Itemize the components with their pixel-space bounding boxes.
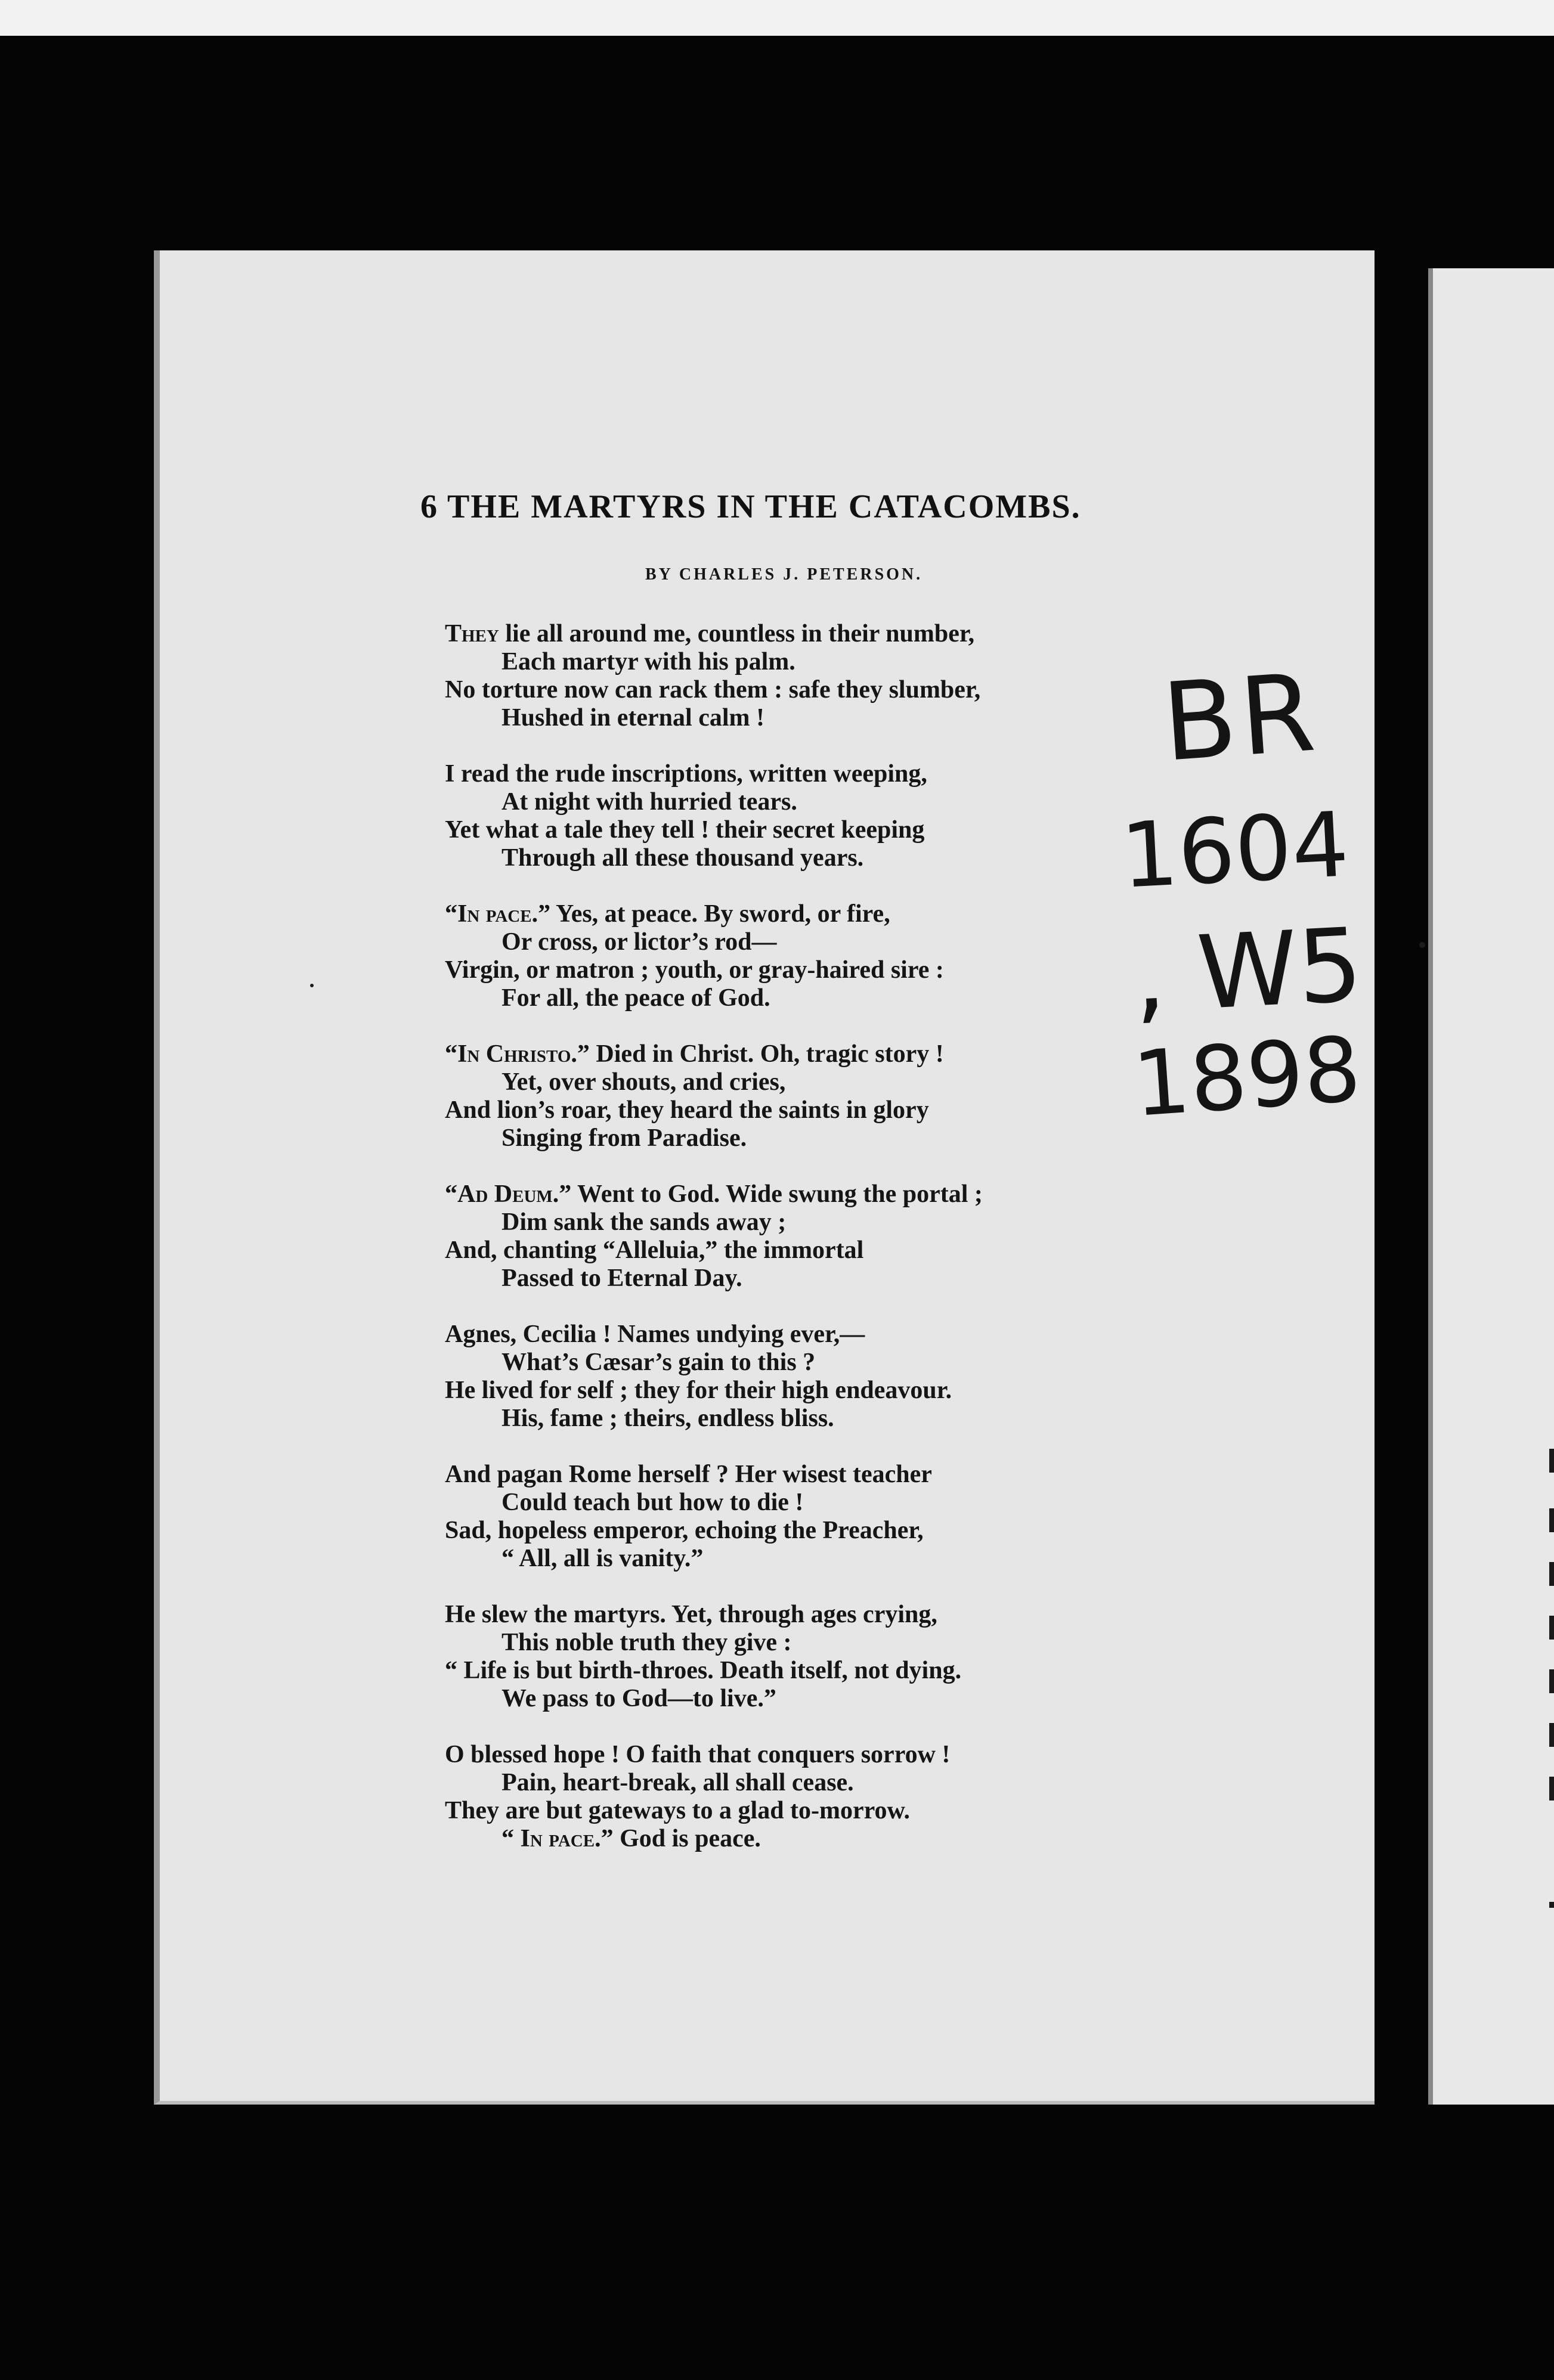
text-fragment xyxy=(1549,1508,1554,1532)
poem-line xyxy=(445,788,1220,816)
poem-line-text: O blessed hope ! O faith that conquers sorrow ! xyxy=(445,1741,951,1768)
poem-line-text: God is peace. xyxy=(613,1825,761,1852)
poem-line xyxy=(445,1657,1220,1685)
poem-line-text: His, fame ; theirs, endless bliss. xyxy=(502,1405,834,1432)
poem-line-text: “ Life is but birth-throes. Death itself, not dying. xyxy=(445,1657,962,1684)
poem-line xyxy=(445,984,1220,1012)
poem-line xyxy=(445,1377,1220,1405)
poem-line xyxy=(445,1489,1220,1517)
scan-speck xyxy=(1419,942,1425,948)
poem-line-text: Yet, over shouts, and cries, xyxy=(502,1068,786,1096)
poem-line-text: No torture now can rack them : safe they slumber, xyxy=(445,676,981,704)
poem-line xyxy=(445,1629,1220,1657)
poem-stanza xyxy=(445,620,1220,732)
poem-line-text: Sad, hopeless emperor, echoing the Preacher, xyxy=(445,1517,924,1544)
poem-line xyxy=(445,1769,1220,1797)
poem-line xyxy=(445,1601,1220,1629)
poem-line-lead: They xyxy=(445,620,499,647)
poem-line xyxy=(445,1545,1220,1573)
poem-line xyxy=(445,1068,1220,1096)
poem-line-text: Could teach but how to die ! xyxy=(502,1489,804,1516)
poem-line xyxy=(445,1461,1220,1489)
poem-line xyxy=(445,1517,1220,1545)
poem-line xyxy=(445,648,1220,676)
poem-line xyxy=(445,676,1220,704)
poem-line xyxy=(445,1208,1220,1237)
text-fragment xyxy=(1549,1723,1554,1747)
poem-line xyxy=(445,1265,1220,1293)
poem-line-lead: “In Christo.” xyxy=(445,1040,590,1068)
text-fragment xyxy=(1549,1902,1554,1908)
poem-stanza xyxy=(445,1601,1220,1713)
poem-line-text: Died in Christ. Oh, tragic story ! xyxy=(589,1040,944,1068)
poem-line xyxy=(445,1180,1220,1208)
poem-line-text: Pain, heart-break, all shall cease. xyxy=(502,1769,854,1796)
poem-line-text: He slew the martyrs. Yet, through ages crying, xyxy=(445,1601,937,1628)
poem-line xyxy=(445,1124,1220,1152)
poem-stanza xyxy=(445,1741,1220,1853)
poem-line xyxy=(445,1237,1220,1265)
poem-line-text: I read the rude inscriptions, written weeping, xyxy=(445,760,927,788)
poem-line-text: They are but gateways to a glad to-morrow. xyxy=(445,1797,911,1824)
poem-line-lead: “ In pace.” xyxy=(502,1825,614,1852)
poem-stanza xyxy=(445,1180,1220,1293)
poem-line xyxy=(445,1096,1220,1124)
handwritten-call-number-class: BR xyxy=(1159,650,1323,786)
poem-line-text: And lion’s roar, they heard the saints in glory xyxy=(445,1096,929,1124)
poem-line-text: Virgin, or matron ; youth, or gray-haired sire : xyxy=(445,956,944,984)
handwritten-cutter: , W5 xyxy=(1130,906,1366,1036)
poem-line xyxy=(445,760,1220,788)
poem-line-text: Or cross, or lictor’s rod— xyxy=(502,928,777,956)
handwritten-call-number: 1604 xyxy=(1118,793,1352,909)
poem-line-text: At night with hurried tears. xyxy=(502,788,797,816)
poem-stanza xyxy=(445,1461,1220,1573)
poem-line-text: Hushed in eternal calm ! xyxy=(502,704,764,732)
poem-line xyxy=(445,1321,1220,1349)
poem-line-text: Dim sank the sands away ; xyxy=(502,1208,787,1236)
poem-line-text: And pagan Rome herself ? Her wisest teacher xyxy=(445,1461,932,1488)
text-fragment xyxy=(1549,1562,1554,1586)
poem-line-text: “ All, all is vanity.” xyxy=(502,1545,704,1572)
handwritten-year: 1898 xyxy=(1129,1017,1364,1138)
adjacent-page-edge xyxy=(1428,268,1554,2105)
poem-line xyxy=(445,1040,1220,1068)
poem-body xyxy=(445,620,1220,1881)
poem-line-text: This noble truth they give : xyxy=(502,1629,792,1656)
poem-line-text: Yet what a tale they tell ! their secret keeping xyxy=(445,816,925,844)
poem-line-text: Each martyr with his palm. xyxy=(502,648,795,675)
text-fragment xyxy=(1549,1669,1554,1693)
poem-line xyxy=(445,1349,1220,1377)
poem-line-text: For all, the peace of God. xyxy=(502,984,770,1012)
poem-line-text: Passed to Eternal Day. xyxy=(502,1265,742,1292)
poem-line-text: Yes, at peace. By sword, or fire, xyxy=(550,900,890,928)
poem-line-text: Singing from Paradise. xyxy=(502,1124,747,1152)
poem-line-lead: “In pace.” xyxy=(445,900,551,928)
poem-line-text: lie all around me, countless in their number, xyxy=(499,620,975,647)
poem-line xyxy=(445,1797,1220,1825)
poem-line-text: And, chanting “Alleluia,” the immortal xyxy=(445,1237,864,1264)
poem-line xyxy=(445,816,1220,844)
page-title: 6 THE MARTYRS IN THE CATACOMBS. xyxy=(420,488,1081,525)
text-fragment xyxy=(1549,1616,1554,1640)
poem-line xyxy=(445,1685,1220,1713)
poem-line-text: He lived for self ; they for their high endeavour. xyxy=(445,1377,952,1404)
poem-stanza xyxy=(445,760,1220,872)
poem-stanza xyxy=(445,1040,1220,1152)
poem-line-lead: “Ad Deum.” xyxy=(445,1180,572,1208)
poem-stanza xyxy=(445,1321,1220,1433)
poem-line xyxy=(445,1825,1220,1853)
poem-line xyxy=(445,928,1220,956)
poem-line-text: We pass to God—to live.” xyxy=(502,1685,776,1712)
poem-stanza xyxy=(445,900,1220,1012)
text-fragment xyxy=(1549,1449,1554,1473)
text-fragment xyxy=(1549,1777,1554,1801)
poem-line-text: What’s Cæsar’s gain to this ? xyxy=(502,1349,816,1376)
poem-line xyxy=(445,704,1220,732)
poem-line-text: Agnes, Cecilia ! Names undying ever,— xyxy=(445,1321,865,1348)
poem-line-text: Through all these thousand years. xyxy=(502,844,864,872)
film-edge xyxy=(0,0,1554,36)
poem-line xyxy=(445,956,1220,984)
poem-line xyxy=(445,1405,1220,1433)
scan-speck xyxy=(310,984,314,987)
poem-line xyxy=(445,844,1220,872)
author-byline: BY CHARLES J. PETERSON. xyxy=(645,565,923,584)
poem-line xyxy=(445,620,1220,648)
poem-line-text: Went to God. Wide swung the portal ; xyxy=(571,1180,983,1208)
poem-line xyxy=(445,900,1220,928)
poem-line xyxy=(445,1741,1220,1769)
